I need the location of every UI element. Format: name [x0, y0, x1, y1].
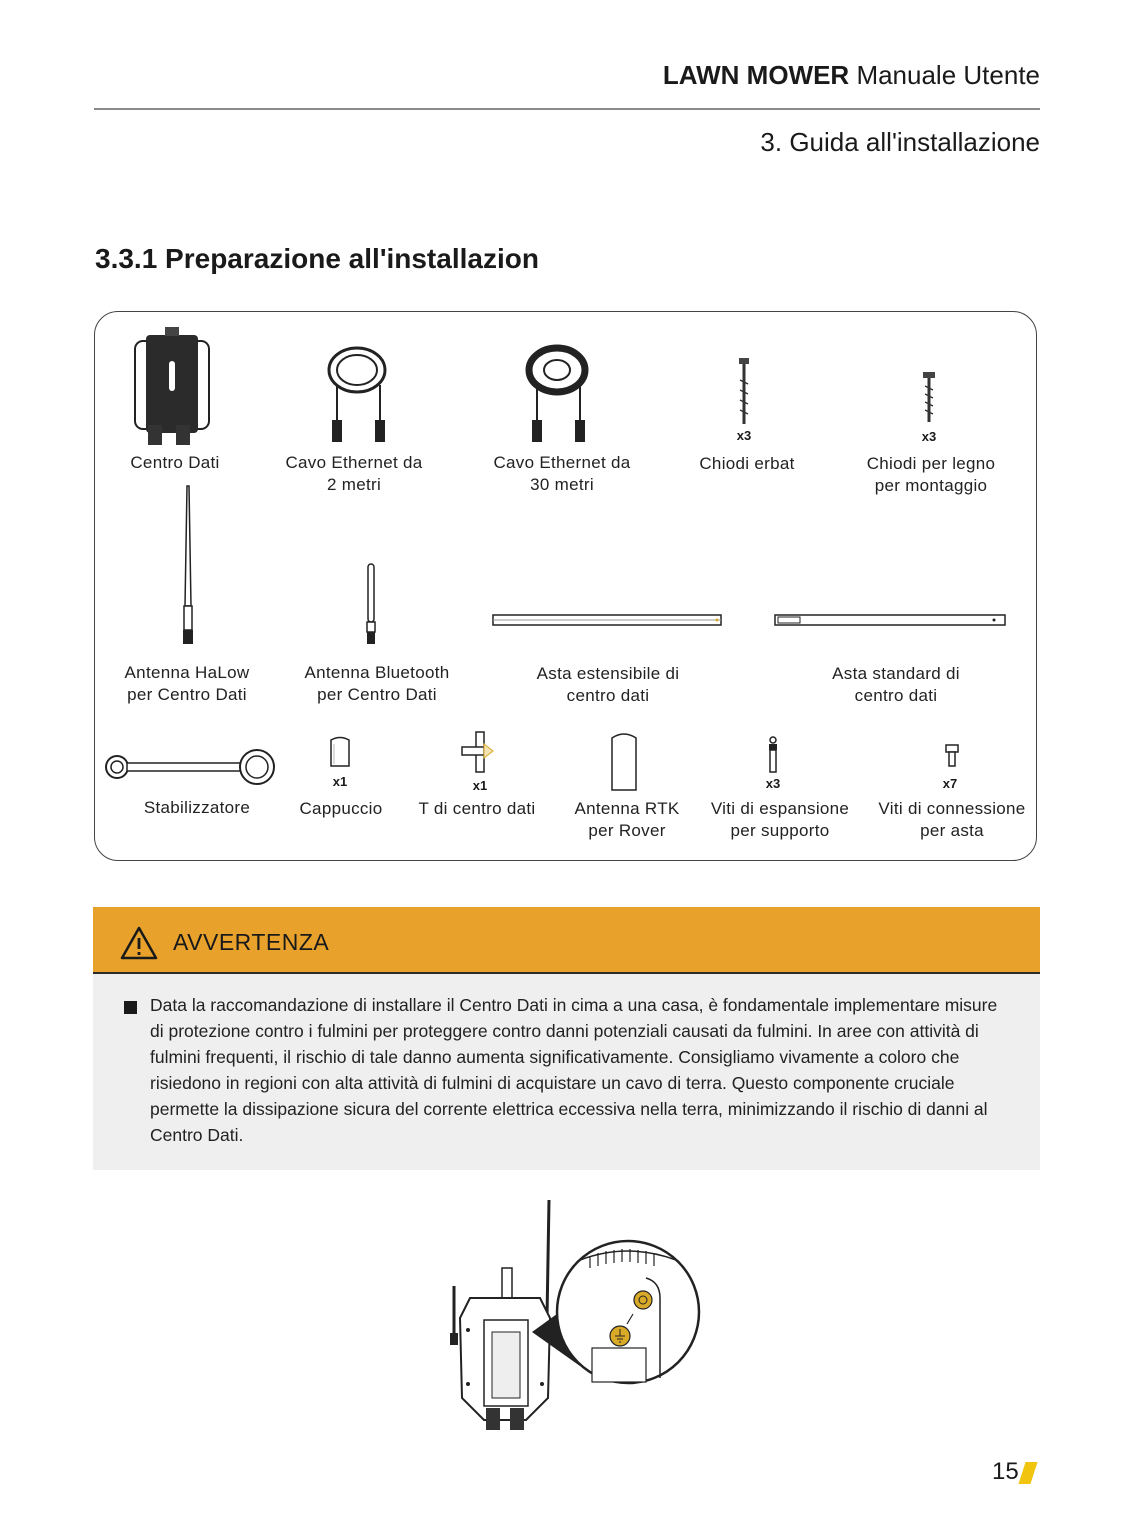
warning-header [93, 907, 1040, 974]
expansion-screw-quantity: x3 [765, 776, 781, 791]
t-connector-quantity: x1 [472, 778, 488, 793]
document-header [663, 60, 1040, 91]
wood-screw-quantity: x3 [921, 429, 937, 444]
kit-item-rtk-antenna [562, 798, 692, 842]
extendable-pole-illustration [492, 613, 722, 627]
kit-item-label-line2: centro dati [566, 686, 650, 705]
kit-item-grass-nails [678, 453, 816, 475]
kit-item-label-line2: per Rover [588, 821, 666, 840]
kit-item-cap [286, 798, 396, 820]
kit-item-bluetooth-antenna [282, 662, 472, 706]
expansion-screw-illustration [766, 736, 780, 774]
grass-nail-illustration [737, 358, 751, 424]
ethernet-cable-2m-illustration [322, 345, 392, 445]
kit-item-label-line1: Antenna HaLow [124, 663, 250, 682]
grounding-point-illustration [440, 1198, 702, 1432]
halow-antenna-illustration [181, 486, 195, 646]
section-title: 3.3.1 Preparazione all'installazion [95, 243, 539, 274]
header-brand: LAWN MOWER [662, 60, 850, 90]
kit-item-extendable-pole [514, 663, 702, 707]
kit-item-label-line1: Chiodi per legno [866, 454, 996, 473]
standard-pole-illustration [774, 613, 1006, 627]
kit-item-label-line1: Viti di connessione [878, 799, 1026, 818]
kit-item-expansion-screws [700, 798, 860, 842]
page-number: 15 [992, 1458, 1019, 1485]
kit-item-label: Cappuccio [299, 799, 383, 818]
chapter-title: 3. Guida all'installazione [760, 127, 1040, 157]
kit-item-wood-screws [850, 453, 1012, 497]
t-connector-illustration [460, 730, 500, 774]
kit-item-ethernet-cable-2m [268, 452, 440, 496]
data-center-illustration [132, 325, 212, 450]
kit-item-stabilizer [122, 797, 272, 819]
stabilizer-illustration [104, 748, 276, 786]
kit-item-label: T di centro dati [418, 799, 536, 818]
kit-item-label-line1: Antenna Bluetooth [304, 663, 450, 682]
kit-item-label-line1: Cavo Ethernet da [493, 453, 631, 472]
rtk-antenna-illustration [610, 732, 638, 792]
kit-item-halow-antenna [104, 662, 270, 706]
header-divider [94, 108, 1040, 110]
kit-item-label-line1: Antenna RTK [574, 799, 680, 818]
warning-title: AVVERTENZA [173, 929, 330, 955]
kit-item-label: Chiodi erbat [699, 454, 795, 473]
bluetooth-antenna-illustration [365, 564, 377, 646]
kit-item-label-line2: per montaggio [874, 476, 988, 495]
kit-item-label-line2: 30 metri [530, 475, 594, 494]
connection-screw-quantity: x7 [942, 776, 958, 791]
bullet-square-icon [124, 1001, 137, 1014]
kit-item-label-line2: per Centro Dati [127, 685, 247, 704]
kit-item-label-line2: centro dati [854, 686, 938, 705]
kit-item-ethernet-cable-30m [476, 452, 648, 496]
kit-item-data-center [104, 452, 246, 474]
wood-screw-illustration [922, 372, 936, 426]
warning-body [93, 974, 1040, 1170]
kit-item-label-line1: Asta standard di [832, 664, 960, 683]
grass-nail-quantity: x3 [736, 428, 752, 443]
kit-item-connection-screws [868, 798, 1036, 842]
page-accent-mark [1018, 1462, 1037, 1484]
cap-quantity: x1 [332, 774, 348, 789]
kit-item-t-connector [406, 798, 548, 820]
kit-item-label-line2: per Centro Dati [317, 685, 437, 704]
cap-illustration [329, 736, 351, 768]
kit-item-label-line1: Asta estensibile di [536, 664, 680, 683]
kit-item-label-line2: per asta [920, 821, 984, 840]
kit-item-standard-pole [806, 663, 986, 707]
warning-text: Data la raccomandazione di installare il Centro Dati in cima a una casa, è fondamentale implementare misure di protezione contro i fulmini per proteggere contro danni potenziali causati da fulmini. In aree con attività di fulmini frequenti, il rischio di tale danno aumenta significativamente. Consigliamo vivamente a coloro che risiedono in regioni con alta attività di fulmini di acquistare un cavo di terra. Questo componente cruciale permette la dissipazione sicura del corrente elettrica eccessiva nella terra, minimizzando il rischio di danni al Centro Dati. [150, 995, 998, 1145]
kit-item-label: Stabilizzatore [143, 798, 251, 817]
kit-item-label-line2: 2 metri [326, 475, 382, 494]
header-subtitle: Manuale Utente [856, 60, 1040, 90]
warning-triangle-icon [119, 925, 159, 961]
kit-item-label-line1: Viti di espansione [710, 799, 850, 818]
kit-item-label-line1: Cavo Ethernet da [285, 453, 423, 472]
connection-screw-illustration [945, 744, 959, 768]
ethernet-cable-30m-illustration [522, 345, 592, 445]
kit-item-label-line2: per supporto [730, 821, 830, 840]
kit-item-label: Centro Dati [130, 453, 220, 472]
